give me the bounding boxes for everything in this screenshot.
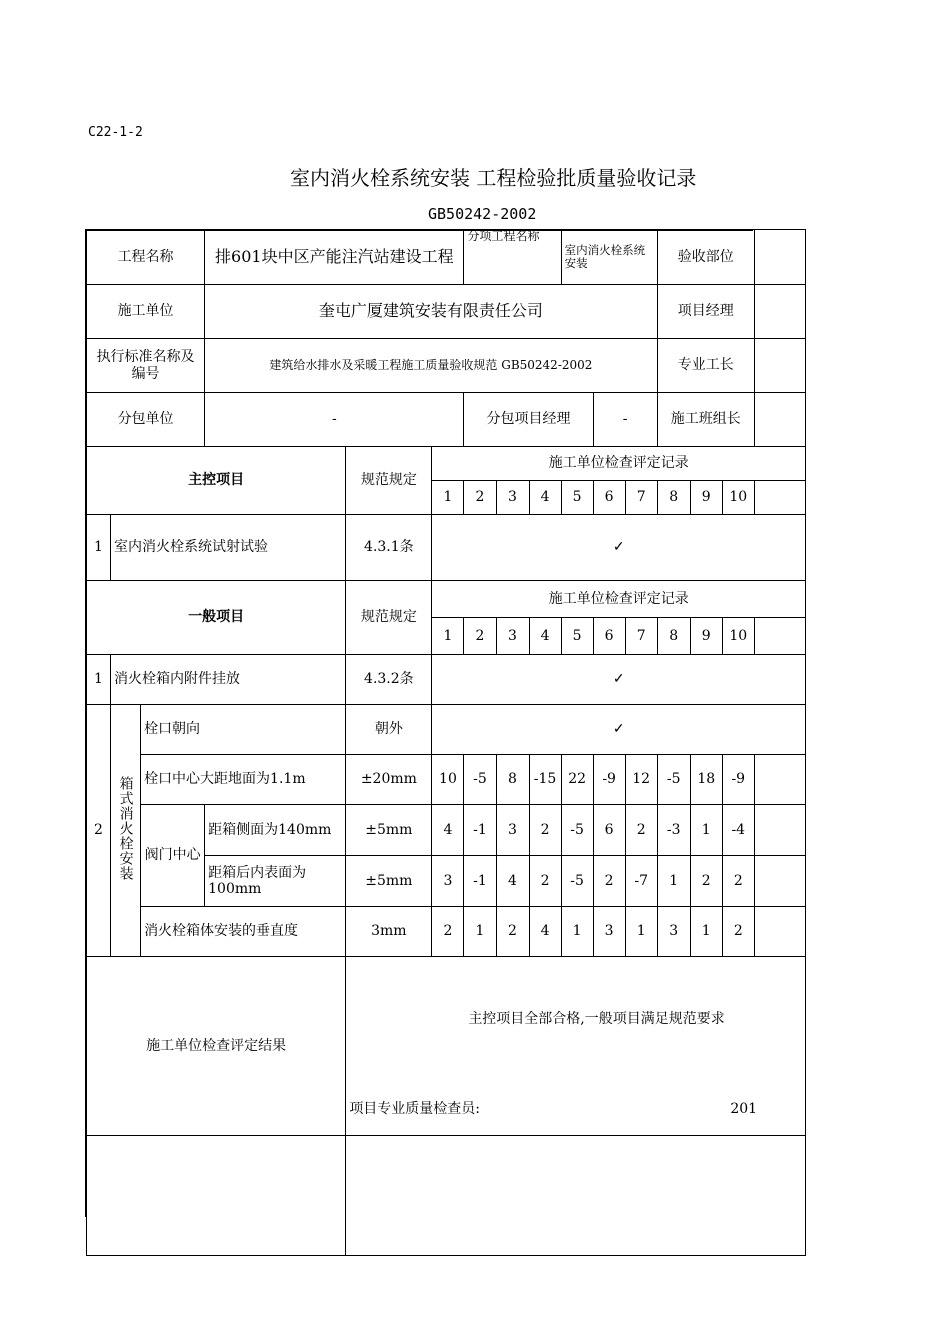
subcontractor-value: - <box>205 393 464 447</box>
main-col-7: 7 <box>625 481 657 515</box>
outlet-height-spec: ±20mm <box>346 755 432 805</box>
general-row1-spec: 4.3.2条 <box>346 655 432 705</box>
valve-back-v3: 4 <box>496 856 529 907</box>
supervision-cell <box>346 1136 806 1256</box>
main-col-1: 1 <box>432 481 464 515</box>
main-col-9: 9 <box>690 481 722 515</box>
conclusion-label: 施工单位检查评定结果 <box>87 957 346 1136</box>
standard-code: GB50242-2002 <box>428 205 537 223</box>
general-col-extra <box>754 618 805 655</box>
foreman-label: 专业工长 <box>657 339 754 393</box>
acceptance-part-label: 验收部位 <box>657 230 754 285</box>
valve-back-v9: 2 <box>690 856 722 907</box>
team-leader-label: 施工班组长 <box>657 393 754 447</box>
foreman-value <box>754 339 805 393</box>
valve-side-extra <box>754 805 805 856</box>
outlet-height-v7: 12 <box>625 755 657 805</box>
construction-unit-value: 奎屯广厦建筑安装有限责任公司 <box>205 285 658 339</box>
outlet-height-v8: -5 <box>657 755 690 805</box>
outlet-dir-name: 栓口朝向 <box>141 705 346 755</box>
valve-side-v5: -5 <box>561 805 593 856</box>
team-leader-value <box>754 393 805 447</box>
valve-back-v2: -1 <box>464 856 496 907</box>
outlet-height-v1: 10 <box>432 755 464 805</box>
vertical-spec: 3mm <box>346 907 432 957</box>
general-items-heading: 一般项目 <box>87 581 346 655</box>
acceptance-part-value <box>754 230 805 285</box>
main-record-heading: 施工单位检查评定记录 <box>432 447 806 481</box>
valve-back-name: 距箱后内表面为100mm <box>205 856 346 907</box>
project-name-label: 工程名称 <box>87 230 205 285</box>
outlet-dir-spec: 朝外 <box>346 705 432 755</box>
valve-back-v1: 3 <box>432 856 464 907</box>
main-row-no: 1 <box>87 515 111 581</box>
general-col-3: 3 <box>496 618 529 655</box>
general-col-5: 5 <box>561 618 593 655</box>
outlet-height-name: 栓口中心大距地面为1.1m <box>141 755 346 805</box>
vertical-v7: 1 <box>625 907 657 957</box>
group-label-cell <box>111 705 141 957</box>
general-row1-name: 消火栓箱内附件挂放 <box>111 655 346 705</box>
valve-back-v10: 2 <box>722 856 754 907</box>
vertical-v2: 1 <box>464 907 496 957</box>
general-col-1: 1 <box>432 618 464 655</box>
group-label: 箱式消火栓安装 <box>117 775 134 881</box>
vertical-v4: 4 <box>529 907 561 957</box>
outlet-height-v3: 8 <box>496 755 529 805</box>
general-col-10: 10 <box>722 618 754 655</box>
project-manager-value <box>754 285 805 339</box>
subcontractor-label: 分包单位 <box>87 393 205 447</box>
form-code: C22-1-2 <box>88 125 143 140</box>
valve-back-v8: 1 <box>657 856 690 907</box>
outlet-height-v10: -9 <box>722 755 754 805</box>
valve-side-v6: 6 <box>593 805 625 856</box>
general-record-heading: 施工单位检查评定记录 <box>432 581 806 618</box>
vertical-v5: 1 <box>561 907 593 957</box>
project-manager-label: 项目经理 <box>657 285 754 339</box>
vertical-v10: 2 <box>722 907 754 957</box>
valve-side-v3: 3 <box>496 805 529 856</box>
general-spec-heading: 规范规定 <box>346 581 432 655</box>
outlet-height-v2: -5 <box>464 755 496 805</box>
main-col-10: 10 <box>722 481 754 515</box>
valve-side-v9: 1 <box>690 805 722 856</box>
general-col-9: 9 <box>690 618 722 655</box>
outlet-height-v6: -9 <box>593 755 625 805</box>
main-col-5: 5 <box>561 481 593 515</box>
valve-back-v4: 2 <box>529 856 561 907</box>
valve-back-spec: ±5mm <box>346 856 432 907</box>
main-items-heading: 主控项目 <box>87 447 346 515</box>
project-name-value: 排601块中区产能注汽站建设工程 <box>205 230 464 285</box>
general-col-6: 6 <box>593 618 625 655</box>
general-col-8: 8 <box>657 618 690 655</box>
valve-back-extra <box>754 856 805 907</box>
standard-label: 执行标准名称及编号 <box>87 339 205 393</box>
form-table-viewport <box>86 229 758 1219</box>
general-col-2: 2 <box>464 618 496 655</box>
main-col-3: 3 <box>496 481 529 515</box>
page-title: 室内消火栓系统安装 工程检验批质量验收记录 <box>290 166 697 190</box>
sub-project-value: 室内消火栓系统安装 <box>561 230 657 285</box>
outlet-height-extra <box>754 755 805 805</box>
valve-back-v7: -7 <box>625 856 657 907</box>
valve-side-v7: 2 <box>625 805 657 856</box>
valve-side-v1: 4 <box>432 805 464 856</box>
main-col-extra <box>754 481 805 515</box>
outlet-height-v5: 22 <box>561 755 593 805</box>
valve-side-spec: ±5mm <box>346 805 432 856</box>
main-spec-heading: 规范规定 <box>346 447 432 515</box>
general-row1-no: 1 <box>87 655 111 705</box>
inspection-form-table <box>86 229 806 1256</box>
inspector-label: 项目专业质量检查员: <box>349 1101 481 1117</box>
sub-manager-value: - <box>593 393 657 447</box>
vertical-name: 消火栓箱体安装的垂直度 <box>141 907 346 957</box>
main-row-name: 室内消火栓系统试射试验 <box>111 515 346 581</box>
valve-back-v5: -5 <box>561 856 593 907</box>
valve-side-name: 距箱侧面为140mm <box>205 805 346 856</box>
frame-left <box>85 229 87 1217</box>
sub-manager-label: 分包项目经理 <box>464 393 593 447</box>
valve-back-v6: 2 <box>593 856 625 907</box>
outlet-height-row <box>87 755 806 805</box>
main-row-spec: 4.3.1条 <box>346 515 432 581</box>
conclusion-text: 主控项目全部合格,一般项目满足规范要求 <box>468 1011 725 1027</box>
outlet-height-v4: -15 <box>529 755 561 805</box>
frame-top <box>86 229 753 231</box>
general-col-4: 4 <box>529 618 561 655</box>
general-col-7: 7 <box>625 618 657 655</box>
group-no: 2 <box>87 705 111 957</box>
standard-value: 建筑给水排水及采暖工程施工质量验收规范 GB50242-2002 <box>205 339 658 393</box>
vertical-extra <box>754 907 805 957</box>
inspection-date: 201 <box>730 1101 758 1117</box>
valve-side-v4: 2 <box>529 805 561 856</box>
main-row-result: ✓ <box>432 515 806 581</box>
outlet-dir-result: ✓ <box>432 705 806 755</box>
vertical-v6: 3 <box>593 907 625 957</box>
outlet-height-v9: 18 <box>690 755 722 805</box>
vertical-v1: 2 <box>432 907 464 957</box>
main-col-6: 6 <box>593 481 625 515</box>
supervision-label <box>87 1136 346 1256</box>
main-col-2: 2 <box>464 481 496 515</box>
valve-side-v8: -3 <box>657 805 690 856</box>
valve-label: 阀门中心 <box>141 805 205 907</box>
sub-project-label: 分项工程名称 <box>464 230 561 285</box>
vertical-v3: 2 <box>496 907 529 957</box>
main-col-8: 8 <box>657 481 690 515</box>
vertical-v8: 3 <box>657 907 690 957</box>
valve-side-v10: -4 <box>722 805 754 856</box>
construction-unit-label: 施工单位 <box>87 285 205 339</box>
conclusion-cell <box>346 957 806 1136</box>
main-col-4: 4 <box>529 481 561 515</box>
valve-side-v2: -1 <box>464 805 496 856</box>
general-row1-result: ✓ <box>432 655 806 705</box>
vertical-v9: 1 <box>690 907 722 957</box>
